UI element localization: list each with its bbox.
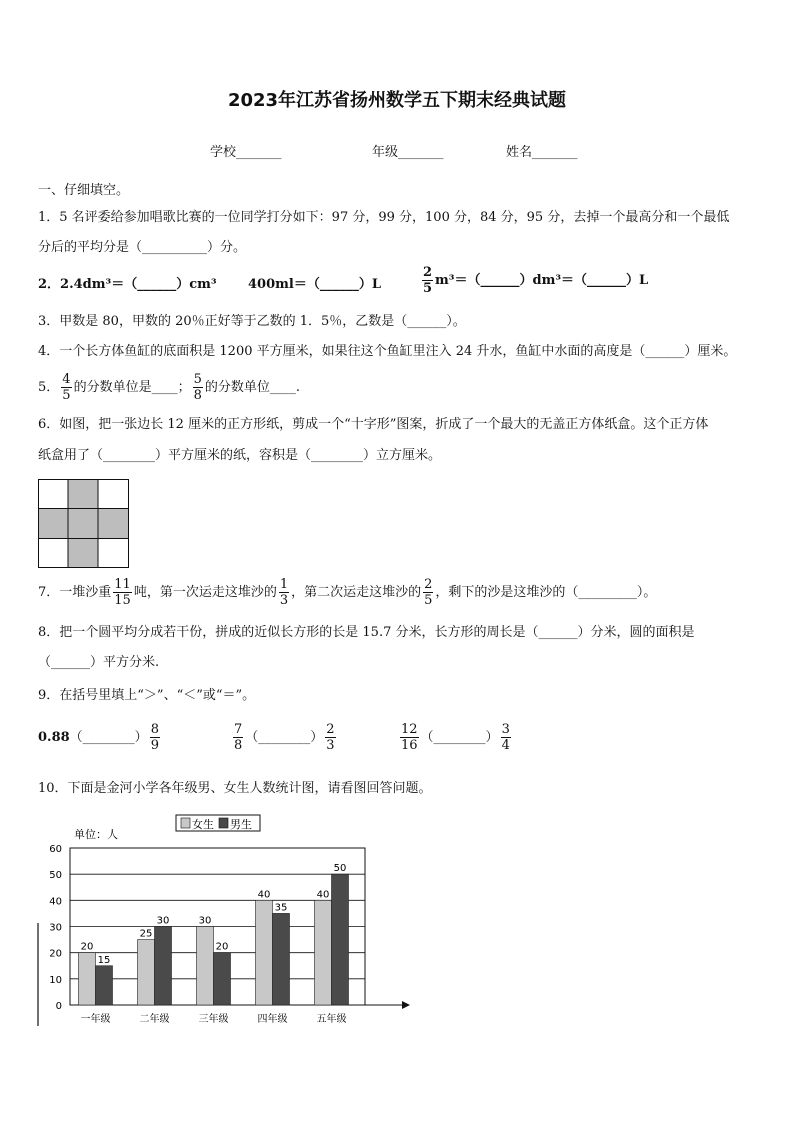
y-tick-label: 0: [55, 1001, 62, 1012]
question-6-line1: 6．如图，把一张边长 12 厘米的正方形纸，剪成一个“十字形”图案，折成了一个最大的无盖正方体纸盒。这个正方体: [38, 417, 709, 432]
bar-value-label: 30: [198, 915, 212, 927]
bar-girls: [197, 927, 214, 1006]
x-tick-label: 五年级: [316, 1014, 347, 1025]
name-field[interactable]: 姓名_______: [506, 145, 578, 160]
question-2-part-c: $\frac{2}{5}$ m³＝（______）dm³＝（______）L: [423, 265, 649, 296]
y-tick-label: 50: [49, 870, 62, 882]
bar-value-label: 50: [333, 863, 347, 875]
y-axis-unit: 单位：人: [74, 828, 118, 841]
bar-boys: [214, 953, 231, 1005]
legend-girls-swatch: [181, 818, 190, 828]
fraction: $\frac{5}{8}$: [193, 372, 202, 403]
fraction: $\frac{12}{16}$: [401, 722, 418, 753]
fraction: $\frac{3}{4}$: [501, 722, 510, 753]
question-7: 7．一堆沙重 $\frac{11}{15}$ 吨，第一次运走这堆沙的 $\frac{1}{3}$ ，第二次运走这堆沙的 $\frac{2}{5}$ ，剩下的沙是这堆沙的（_________）。: [38, 577, 657, 608]
bar-girls: [256, 900, 273, 1005]
bar-value-label: 15: [97, 954, 111, 966]
cross-horizontal-bar: [39, 509, 129, 539]
bar-boys: [96, 966, 113, 1005]
question-1-line1: 1．5 名评委给参加唱歌比赛的一位同学打分如下：97 分，99 分，100 分，84 分，95 分，去掉一个最高分和一个最低: [38, 210, 730, 225]
question-4: 4．一个长方体鱼缸的底面积是 1200 平方厘米，如果往这个鱼缸里注入 24 升水，鱼缸中水面的高度是（______）厘米。: [38, 344, 737, 359]
question-5: 5． $\frac{4}{5}$ 的分数单位是____； $\frac{5}{8}$ 的分数单位____.: [38, 372, 300, 403]
bar-value-label: 25: [139, 928, 153, 940]
question-1-line2: 分后的平均分是（__________）分。: [38, 240, 247, 255]
question-10: 10．下面是金河小学各年级男、女生人数统计图，请看图回答问题。: [38, 781, 432, 796]
section-heading: 一、仔细填空。: [38, 183, 130, 198]
school-field[interactable]: 学校_______: [210, 145, 282, 160]
cross-shape-figure: [38, 479, 129, 568]
question-8-line2: （______）平方分米.: [38, 655, 160, 670]
page-title: 2023年江苏省扬州数学五下期末经典试题: [227, 90, 567, 111]
legend-girls-label: 女生: [192, 818, 214, 831]
grade-field[interactable]: 年级_______: [372, 145, 444, 160]
fraction: $\frac{7}{8}$: [234, 722, 243, 753]
bar-value-label: 35: [274, 902, 288, 914]
question-2-part-a: 2．2.4dm³＝（______）cm³: [38, 277, 217, 292]
x-tick-label: 二年级: [139, 1014, 170, 1025]
fraction: $\frac{11}{15}$: [114, 577, 131, 608]
fraction: $\frac{2}{5}$: [423, 265, 433, 296]
y-tick-label: 40: [49, 896, 62, 908]
question-8-line1: 8．把一个圆平均分成若干份，拼成的近似长方形的长是 15.7 分米，长方形的周长是（______）分米，圆的面积是: [38, 625, 695, 640]
y-tick-label: 30: [49, 922, 62, 934]
fraction: $\frac{1}{3}$: [279, 577, 289, 608]
x-tick-label: 四年级: [257, 1014, 288, 1025]
comparison-1: 0.88（________） $\frac{8}{9}$: [38, 722, 159, 753]
fraction: $\frac{8}{9}$: [150, 722, 159, 753]
bar-boys: [155, 927, 172, 1006]
fraction: $\frac{2}{5}$: [424, 577, 433, 608]
bar-girls: [79, 953, 96, 1005]
bar-girls: [138, 940, 155, 1005]
bar-value-label: 20: [80, 941, 94, 953]
y-tick-label: 10: [49, 974, 62, 986]
legend-boys-swatch: [219, 818, 228, 828]
x-tick-label: 三年级: [198, 1014, 229, 1025]
comparison-2: $\frac{7}{8}$ （________） $\frac{2}{3}$: [234, 722, 335, 753]
question-3: 3．甲数是 80，甲数的 20％正好等于乙数的 1．5％，乙数是（______）。: [38, 314, 466, 329]
fraction: $\frac{2}{3}$: [326, 722, 335, 753]
bar-boys: [273, 913, 290, 1005]
bar-value-label: 20: [215, 941, 229, 953]
question-6-line2: 纸盒用了（________）平方厘米的纸，容积是（________）立方厘米。: [38, 448, 442, 463]
question-9-stem: 9．在括号里填上“＞”、“＜”或“＝”。: [38, 688, 256, 703]
legend-boys-label: 男生: [230, 818, 252, 831]
y-tick-label: 60: [49, 844, 62, 855]
bar-value-label: 40: [257, 889, 271, 901]
y-tick-label: 20: [49, 948, 62, 960]
x-tick-label: 一年级: [80, 1014, 111, 1025]
bar-chart: [30, 808, 410, 1030]
fraction: $\frac{4}{5}$: [62, 372, 71, 403]
bar-boys: [332, 874, 349, 1005]
bar-girls: [315, 900, 332, 1005]
bar-value-label: 30: [156, 915, 170, 927]
bar-value-label: 40: [316, 889, 330, 901]
comparison-3: $\frac{12}{16}$ （________） $\frac{3}{4}$: [401, 722, 510, 753]
x-axis-arrow: [402, 1001, 410, 1009]
question-2-part-b: 400ml＝（______）L: [248, 277, 381, 292]
